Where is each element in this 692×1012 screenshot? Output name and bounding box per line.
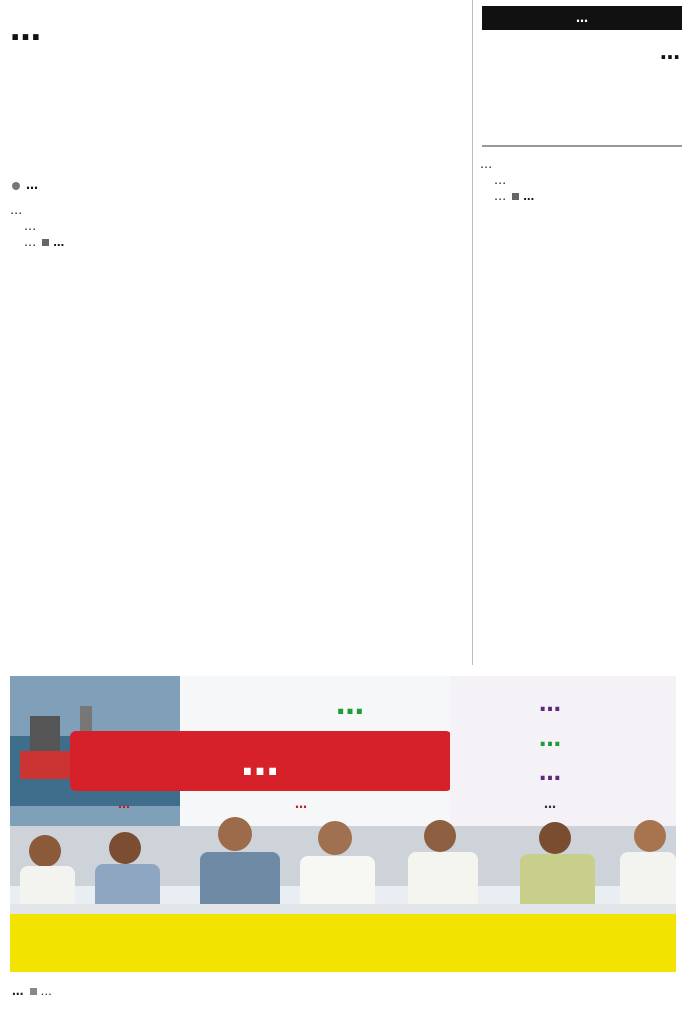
caption-source: … [40,984,52,998]
side-paragraph: … [494,173,507,188]
side-kicker: … [482,6,682,30]
table-cloth [10,911,676,972]
article-body [10,202,465,252]
side-paragraph-text: … [494,189,507,204]
org-line3: … [539,761,561,786]
org-line2: … [539,727,561,752]
banner-venue: … [295,797,307,811]
column-divider [472,0,473,665]
banner-date: … [118,797,130,811]
article-byline [12,178,38,192]
banner-line2: … [241,740,279,784]
side-body [480,156,682,206]
article-paragraph: … [24,219,37,234]
caption-text: … [12,984,24,998]
org-line1: … [539,692,561,717]
continuation-text: … [53,236,65,250]
event-photo [10,676,676,972]
side-paragraph [480,188,682,205]
byline-text: … [26,178,38,192]
square-icon [42,239,49,246]
bullet-icon [12,182,20,190]
side-continuation-text: … [523,190,535,204]
side-title: … [660,40,680,64]
article-paragraph-text: … [24,235,37,250]
article-paragraph [10,234,465,251]
square-icon [30,988,37,995]
square-icon [512,193,519,200]
org-line4: … [544,797,556,811]
side-paragraph: … [480,157,493,171]
side-continuation-note [506,190,534,203]
side-rule [482,145,682,147]
article-headline: … [10,12,41,48]
article-paragraph: … [10,203,23,217]
photo-caption [12,984,52,998]
banner-line1: … [336,688,364,721]
continuation-note [36,236,64,249]
